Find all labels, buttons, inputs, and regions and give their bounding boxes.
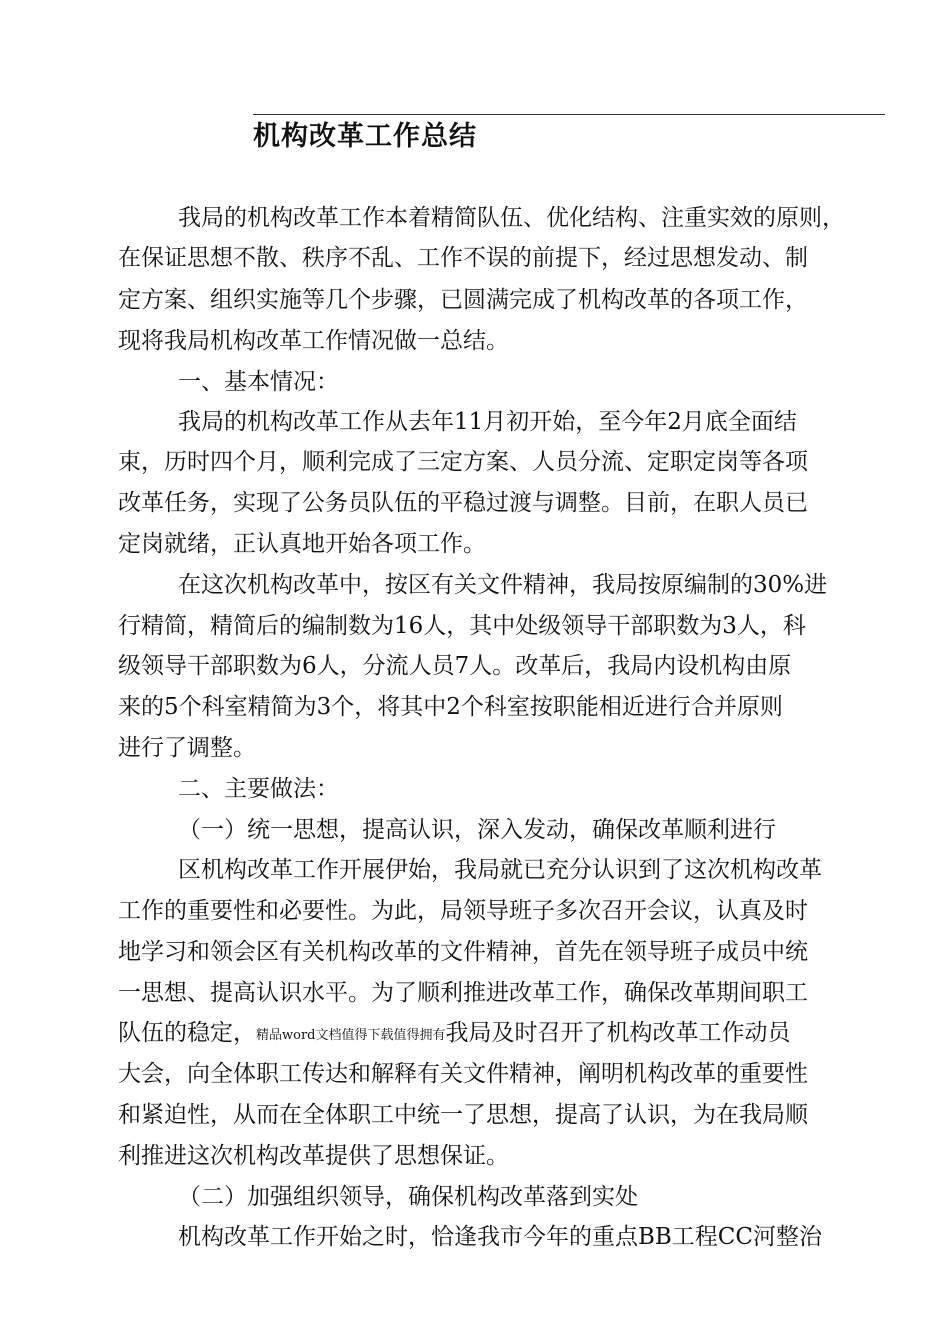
- section-heading: 二、主要做法：: [178, 776, 339, 802]
- watermark-text: 精品word文档值得下载值得拥有: [256, 1028, 446, 1043]
- paragraph-line: 改革任务，实现了公务员队伍的平稳过渡与调整。目前，在职人员已: [118, 490, 808, 516]
- paragraph-line: 机构改革工作开始之时，恰逢我市今年的重点BB工程CC河整治: [178, 1224, 822, 1250]
- paragraph-line: 行精简，精简后的编制数为16人，其中处级领导干部职数为3人，科: [118, 613, 806, 639]
- paragraph-line: 级领导干部职数为6人，分流人员7人。改革后，我局内设机构由原: [118, 653, 792, 679]
- paragraph-line: 工作的重要性和必要性。为此，局领导班子多次召开会议，认真及时: [118, 898, 808, 924]
- paragraph-line: 定岗就绪，正认真地开始各项工作。: [118, 531, 486, 557]
- paragraph-line: 定方案、组织实施等几个步骤，已圆满完成了机构改革的各项工作，: [118, 287, 808, 313]
- paragraph-line: 利推进这次机构改革提供了思想保证。: [118, 1143, 509, 1169]
- paragraph-line: 一思想、提高认识水平。为了顺利推进改革工作，确保改革期间职工: [118, 980, 808, 1006]
- paragraph-line: 大会，向全体职工传达和解释有关文件精神，阐明机构改革的重要性: [118, 1061, 808, 1087]
- paragraph-text: 队伍的稳定，: [118, 1020, 256, 1046]
- paragraph-line: 和紧迫性，从而在全体职工中统一了思想，提高了认识，为在我局顺: [118, 1102, 808, 1128]
- paragraph-line: 在这次机构改革中，按区有关文件精神，我局按原编制的30%进: [178, 572, 828, 598]
- subsection-heading: （二）加强组织领导，确保机构改革落到实处: [178, 1184, 638, 1210]
- paragraph-line: 我局的机构改革工作从去年11月初开始，至今年2月底全面结: [178, 409, 797, 435]
- paragraph-line: 现将我局机构改革工作情况做一总结。: [118, 328, 509, 354]
- paragraph-line: 进行了调整。: [118, 735, 256, 761]
- paragraph-line: 束，历时四个月，顺利完成了三定方案、人员分流、定职定岗等各项: [118, 449, 808, 475]
- paragraph-line: 地学习和领会区有关机构改革的文件精神，首先在领导班子成员中统: [118, 939, 808, 965]
- header-rule: [253, 114, 885, 115]
- paragraph-text: 我局及时召开了机构改革工作动员: [445, 1020, 791, 1046]
- paragraph-line: 区机构改革工作开展伊始，我局就已充分认识到了这次机构改革: [178, 857, 822, 883]
- paragraph-line: [118, 1017, 791, 1052]
- document-title: 机构改革工作总结: [253, 121, 477, 152]
- paragraph-line: 我局的机构改革工作本着精简队伍、优化结构、注重实效的原则，: [178, 205, 845, 231]
- subsection-heading: （一）统一思想，提高认识，深入发动，确保改革顺利进行: [178, 817, 776, 843]
- paragraph-line: 在保证思想不散、秩序不乱、工作不误的前提下，经过思想发动、制: [118, 245, 808, 271]
- section-heading: 一、基本情况：: [178, 369, 339, 395]
- paragraph-line: 来的5个科室精简为3个，将其中2个科室按职能相近进行合并原则: [118, 694, 783, 720]
